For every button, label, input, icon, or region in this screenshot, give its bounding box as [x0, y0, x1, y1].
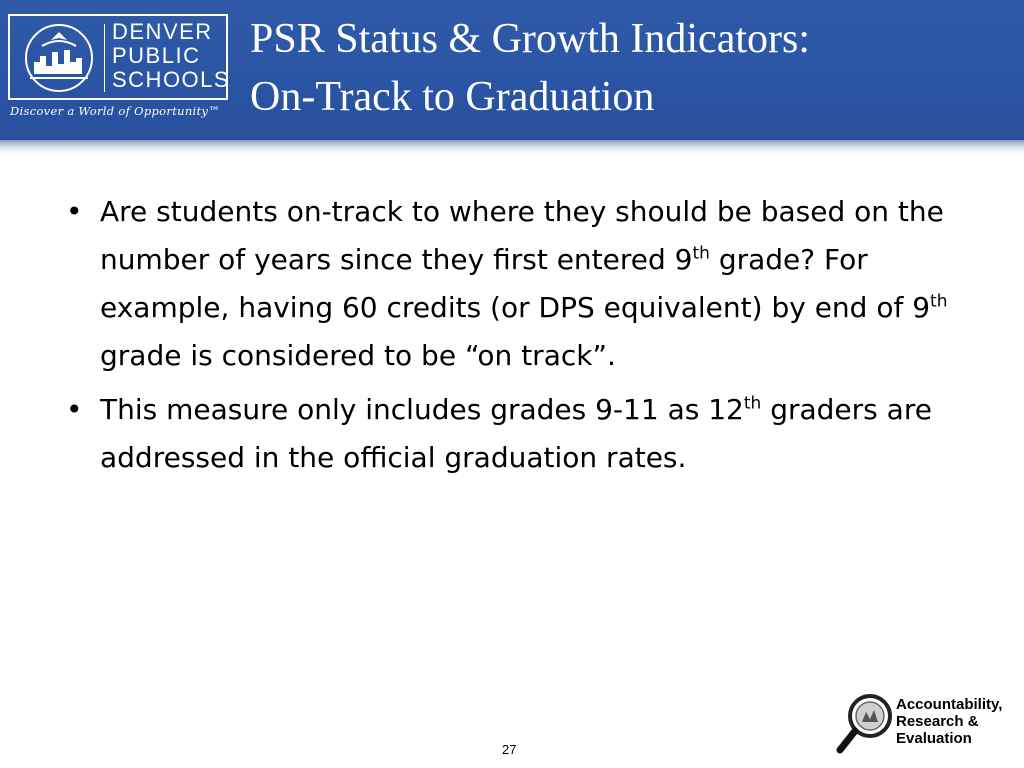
- page-number: 27: [502, 742, 517, 757]
- header-shadow: [0, 140, 1024, 154]
- bullet-text: grade? For example, having 60 credits (or DPS equivalent) by end of 9: [100, 243, 931, 324]
- bullet-text: graders are addressed in the official graduation rates.: [100, 393, 932, 474]
- magnifying-glass-icon: [836, 692, 894, 756]
- logo-line-3: SCHOOLS: [112, 67, 231, 92]
- dps-emblem-icon: [20, 22, 98, 94]
- slide-title: [250, 10, 1010, 126]
- are-line-2: Research &: [896, 713, 979, 730]
- are-line-3: Evaluation: [896, 730, 972, 747]
- bullet-item: [66, 188, 966, 380]
- slide-title-line-1: PSR Status & Growth Indicators:: [250, 16, 811, 62]
- logo-line-1: DENVER: [112, 19, 213, 44]
- superscript: th: [930, 291, 948, 312]
- superscript: th: [743, 393, 762, 414]
- logo-divider: [104, 24, 105, 92]
- logo-tagline: Discover a World of Opportunity™: [10, 104, 221, 118]
- logo-wordmark: [112, 20, 230, 92]
- dps-logo: [8, 14, 231, 100]
- bullet-text: Are students on-track to where they should be based on the number of years since they first entered 9: [100, 195, 944, 276]
- are-line-1: Accountability,: [896, 696, 1003, 713]
- are-wordmark: [896, 696, 1002, 747]
- bullet-text: This measure only includes grades 9-11 as 12: [100, 393, 744, 426]
- are-logo: [836, 692, 1016, 756]
- bullet-text: grade is considered to be “on track”.: [100, 339, 616, 372]
- header-banner: [0, 0, 1024, 140]
- bullet-dot-icon: •: [66, 195, 83, 228]
- logo-line-2: PUBLIC: [112, 43, 201, 68]
- slide-body: [66, 188, 966, 488]
- superscript: th: [692, 243, 710, 264]
- bullet-item: [66, 386, 966, 482]
- slide-title-line-2: On-Track to Graduation: [250, 74, 655, 120]
- bullet-dot-icon: •: [66, 393, 83, 426]
